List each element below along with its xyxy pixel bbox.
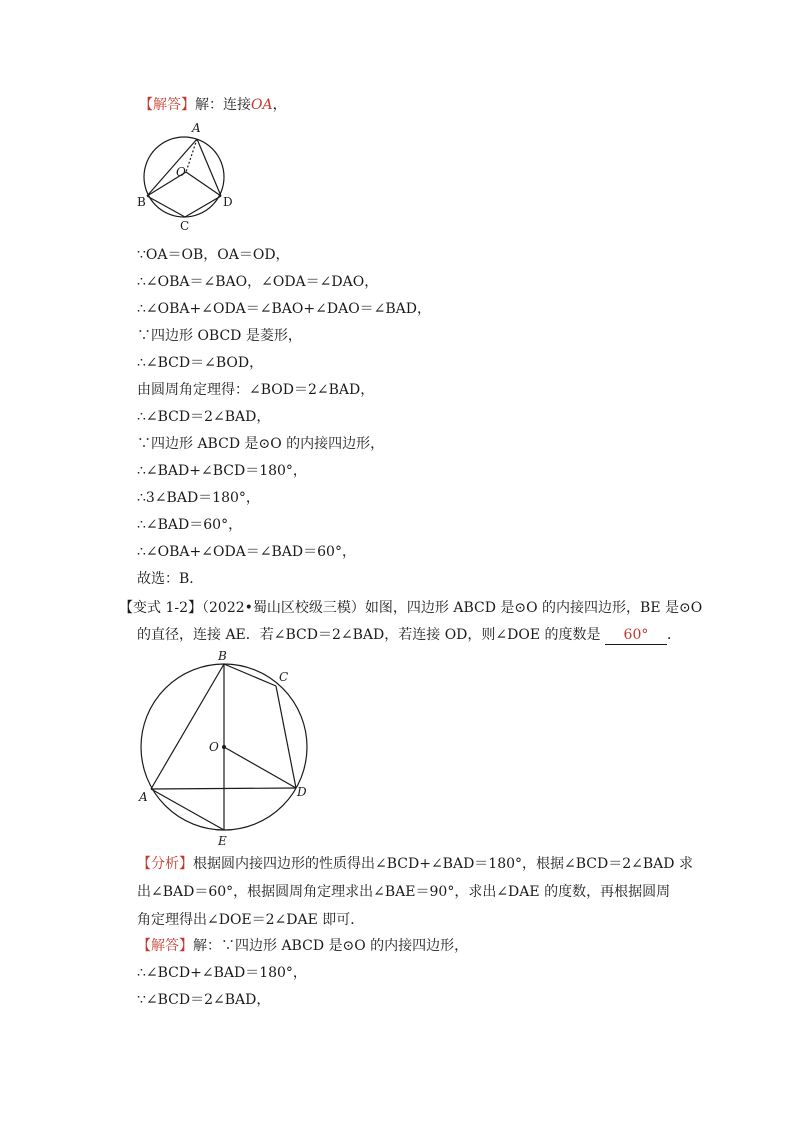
solution-1-step: ∴∠OBA+∠ODA＝∠BAD＝60°， <box>137 544 356 560</box>
variant-question-line-2 <box>137 626 681 645</box>
variant-question-line-1 <box>119 599 702 617</box>
figure-1-line-AB <box>147 139 197 196</box>
variant-line-2: 的直径，连接 AE．若∠BCD＝2∠BAD，若连接 OD，则∠DOE 的度数是 <box>137 627 601 643</box>
variant-tag: 【变式 1-2】 <box>119 600 202 616</box>
figure-2-line-BC <box>224 664 276 686</box>
solution-1-step: ∵四边形 OBCD 是菱形， <box>137 328 302 344</box>
solution-1-step: ∴∠BCD＝2∠BAD， <box>137 409 271 425</box>
figure-1-label-D: D <box>223 195 233 209</box>
figure-1-line-OA-dotted <box>186 139 197 172</box>
solution-1-answer: 故选：B． <box>137 571 204 587</box>
solution-1-step: 由圆周角定理得：∠BOD＝2∠BAD， <box>137 382 375 398</box>
solution-1-step: ∴∠BAD+∠BCD＝180°， <box>137 463 307 479</box>
solution-1-step: ∴∠OBA＝∠BAO，∠ODA＝∠DAO， <box>137 274 379 290</box>
solution-2-tag: 【解答】 <box>137 938 193 954</box>
solution-1-heading <box>139 96 287 114</box>
solution-1-heading-end: ， <box>272 97 287 113</box>
figure-2-label-O: O <box>209 740 219 754</box>
figure-1-label-C: C <box>180 219 190 233</box>
figure-2-label-A: A <box>139 790 148 804</box>
analysis-line-2: 出∠BAD＝60°，根据圆周角定理求出∠BAE＝90°，求出∠DAE 的度数，再根据圆周 <box>137 884 671 900</box>
variant-source: （2022•蜀山区校级三模） <box>202 600 365 616</box>
variant-answer-blank: 60° <box>605 626 667 645</box>
figure-1-line-CD <box>185 196 221 217</box>
analysis-tag: 【分析】 <box>137 856 193 872</box>
variant-line-1: 如图，四边形 ABCD 是⊙O 的内接四边形，BE 是⊙O <box>364 600 703 616</box>
analysis-line-3: 角定理得出∠DOE＝2∠DAE 即可． <box>137 912 365 928</box>
figure-2-label-B: B <box>218 649 227 663</box>
solution-2-heading <box>137 937 468 955</box>
solution-1-step: ∴∠OBA+∠ODA＝∠BAO+∠DAO＝∠BAD， <box>137 301 432 317</box>
solution-1-heading-seg: OA <box>251 97 273 113</box>
figure-2-label-D: D <box>297 785 307 799</box>
figure-1-label-B: B <box>137 195 146 209</box>
solution-1-step: ∴∠BCD＝∠BOD， <box>137 355 264 371</box>
solution-1-step: ∴∠BAD＝60°， <box>137 517 243 533</box>
solution-1-step: ∵OA＝OB，OA＝OD， <box>137 247 290 263</box>
solution-1-tag: 【解答】 <box>139 97 195 113</box>
figure-2-line-OD <box>224 747 296 788</box>
solution-2-step: ∴∠BCD+∠BAD＝180°， <box>137 965 307 981</box>
analysis-line-1 <box>137 855 693 873</box>
figure-1-label-A: A <box>192 121 201 135</box>
figure-1-label-O: O <box>176 165 186 179</box>
solution-2-step: ∵∠BCD＝2∠BAD， <box>137 992 271 1008</box>
variant-line-2-end: ． <box>666 627 681 643</box>
figure-2-label-E: E <box>218 834 227 848</box>
solution-1-step: ∴3∠BAD＝180°， <box>137 490 260 506</box>
analysis-text-1: 根据圆内接四边形的性质得出∠BCD+∠BAD＝180°，根据∠BCD＝2∠BAD 求 <box>193 856 693 872</box>
figure-2-line-AB <box>151 664 224 789</box>
solution-2-heading-text: 解：∵四边形 ABCD 是⊙O 的内接四边形， <box>193 938 469 954</box>
figure-2-line-AE <box>151 789 224 830</box>
figure-2-label-C: C <box>279 670 289 684</box>
figure-2-line-AD <box>151 788 296 789</box>
figure-1-line-BC <box>147 196 185 217</box>
solution-1-step: ∵四边形 ABCD 是⊙O 的内接四边形， <box>137 436 385 452</box>
solution-1-heading-text: 解：连接 <box>195 97 251 113</box>
